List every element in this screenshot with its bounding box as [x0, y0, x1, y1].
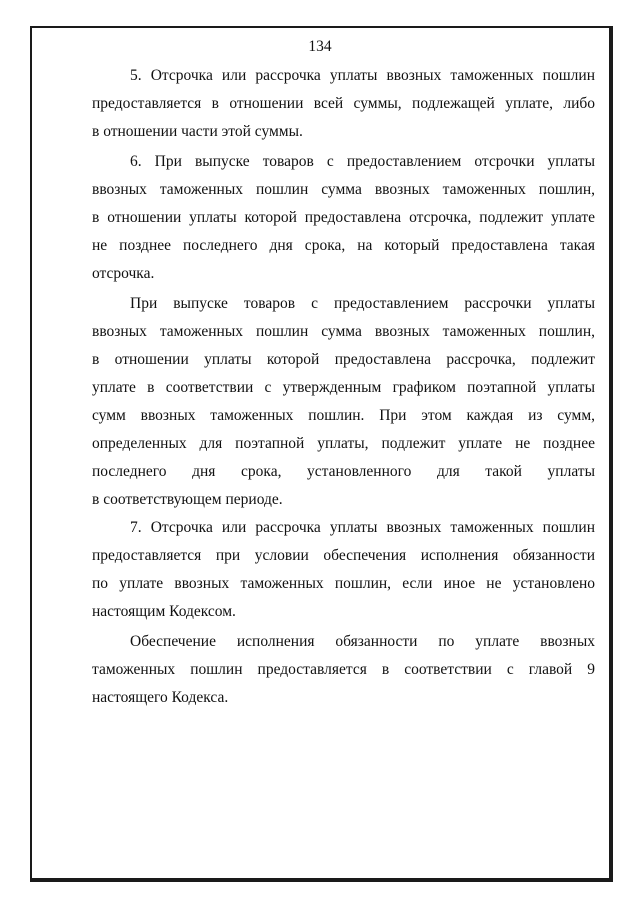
page-number: 134 — [308, 38, 332, 55]
text-line: в соответствующем периоде. — [92, 491, 283, 508]
text-line: определенных для поэтапной уплаты, подлежит уплате не позднее — [92, 435, 595, 452]
text-line: уплате в соответствии с утвержденным графиком поэтапной уплаты — [92, 379, 595, 396]
text-line: не позднее последнего дня срока, на который предоставлена такая — [92, 237, 595, 254]
text-line: по уплате ввозных таможенных пошлин, если иное не установлено — [92, 575, 595, 592]
text-line: в отношении части этой суммы. — [92, 123, 303, 140]
text-line: таможенных пошлин предоставляется в соответствии с главой 9 — [92, 661, 595, 678]
text-line: ввозных таможенных пошлин сумма ввозных таможенных пошлин, — [92, 181, 595, 198]
text-line: 6. При выпуске товаров с предоставлением отсрочки уплаты — [130, 153, 595, 170]
text-line: 5. Отсрочка или рассрочка уплаты ввозных таможенных пошлин — [130, 67, 595, 84]
text-line: ввозных таможенных пошлин сумма ввозных таможенных пошлин, — [92, 323, 595, 340]
text-line: При выпуске товаров с предоставлением рассрочки уплаты — [130, 295, 595, 312]
text-line: в отношении уплаты которой предоставлена отсрочка, подлежит уплате — [92, 209, 595, 226]
text-line: Обеспечение исполнения обязанности по уплате ввозных — [130, 633, 595, 650]
text-line: 7. Отсрочка или рассрочка уплаты ввозных таможенных пошлин — [130, 519, 595, 536]
text-line: предоставляется при условии обеспечения исполнения обязанности — [92, 547, 595, 564]
text-line: отсрочка. — [92, 265, 155, 282]
text-line: предоставляется в отношении всей суммы, подлежащей уплате, либо — [92, 95, 595, 112]
text-line: в отношении уплаты которой предоставлена рассрочка, подлежит — [92, 351, 595, 368]
text-line: последнего дня срока, установленного для такой уплаты — [92, 463, 595, 480]
text-line: настоящего Кодекса. — [92, 689, 229, 706]
text-line: сумм ввозных таможенных пошлин. При этом каждая из сумм, — [92, 407, 595, 424]
text-line: настоящим Кодексом. — [92, 603, 236, 620]
